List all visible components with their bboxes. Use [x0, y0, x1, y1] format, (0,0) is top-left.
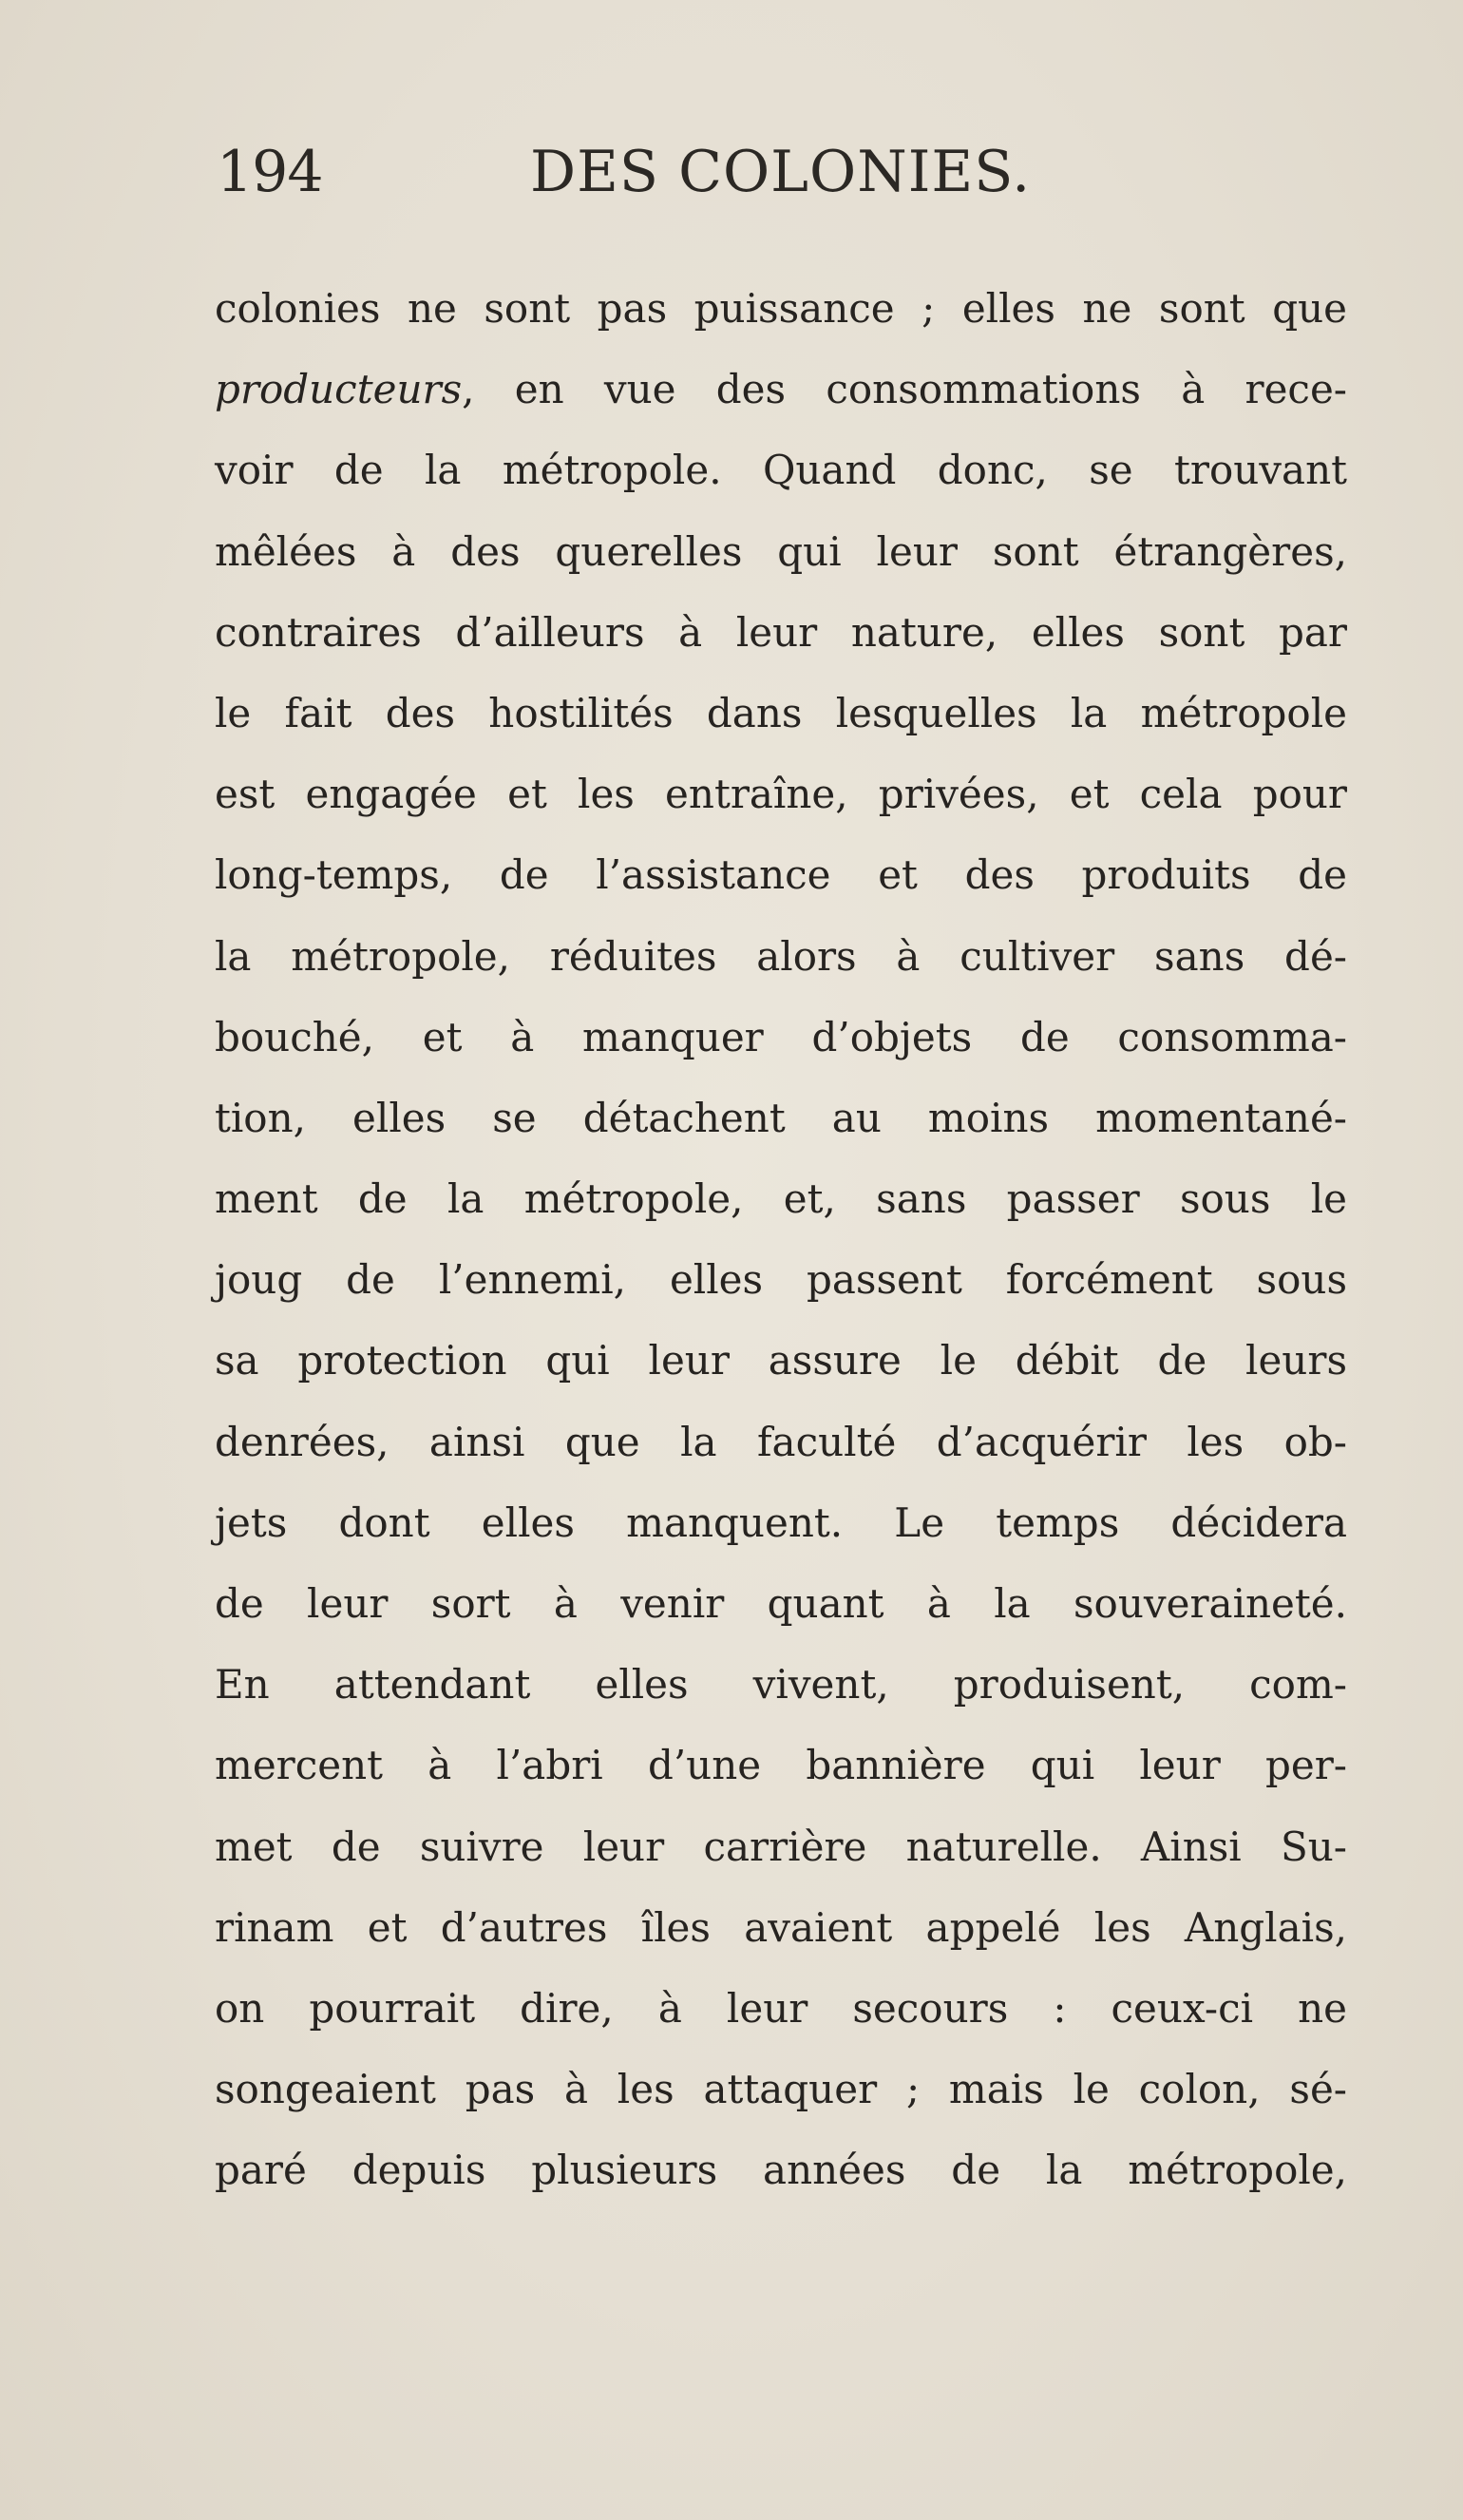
italic-term: producteurs	[215, 366, 463, 413]
text-line	[215, 754, 1347, 834]
line-text: bouché, et à manquer d’objets de consomma-	[215, 1013, 1347, 1060]
text-line	[215, 430, 1347, 510]
text-line	[215, 916, 1347, 997]
page-number: 194	[217, 139, 323, 205]
line-text: denrées, ainsi que la faculté d’acquérir les ob-	[215, 1418, 1347, 1465]
text-line	[215, 997, 1347, 1078]
line-text: le fait des hostilités dans lesquelles la métropole	[215, 689, 1347, 736]
text-line	[215, 1806, 1347, 1887]
text-line	[215, 1563, 1347, 1644]
line-text: met de suivre leur carrière naturelle. Ainsi Su-	[215, 1823, 1347, 1870]
line-text: est engagée et les entraîne, privées, et cela pour	[215, 771, 1347, 818]
text-line	[215, 1644, 1347, 1725]
text-line	[215, 592, 1347, 673]
text-line	[215, 2049, 1347, 2129]
line-text: colonies ne sont pas puissance ; elles ne sont que	[215, 285, 1347, 332]
text-line	[215, 1158, 1347, 1239]
line-text: long-temps, de l’assistance et des produits de	[215, 851, 1347, 899]
line-text: on pourrait dire, à leur secours : ceux-ci ne	[215, 1984, 1347, 2032]
text-line	[215, 834, 1347, 915]
line-text: sa protection qui leur assure le débit de leurs	[215, 1337, 1347, 1384]
line-text: En attendant elles vivent, produisent, com-	[215, 1661, 1347, 1709]
text-line	[215, 1078, 1347, 1158]
line-text: ment de la métropole, et, sans passer sous le	[215, 1175, 1347, 1223]
line-text: contraires d’ailleurs à leur nature, elles sont par	[215, 608, 1347, 656]
line-text: songeaient pas à les attaquer ; mais le colon, sé-	[215, 2066, 1347, 2113]
line-text: de leur sort à venir quant à la souveraineté.	[215, 1580, 1347, 1627]
line-text: , en vue des consommations à rece-	[462, 366, 1347, 413]
line-text: mercent à l’abri d’une bannière qui leur per-	[215, 1742, 1347, 1789]
line-text: rinam et d’autres îles avaient appelé les Anglais,	[215, 1903, 1347, 1951]
text-line	[215, 268, 1347, 349]
text-line	[215, 1968, 1347, 2049]
text-line	[215, 1887, 1347, 1968]
line-text: paré depuis plusieurs années de la métropole,	[215, 2147, 1347, 2194]
body-text	[215, 268, 1347, 2211]
page-header	[0, 129, 1463, 215]
text-line	[215, 1402, 1347, 1482]
text-line	[215, 1725, 1347, 1805]
line-text: la métropole, réduites alors à cultiver sans dé-	[215, 932, 1347, 980]
text-line	[215, 1239, 1347, 1320]
running-head: DES COLONIES.	[530, 139, 1032, 205]
text-line	[215, 349, 1347, 430]
text-line	[215, 1320, 1347, 1401]
text-line	[215, 673, 1347, 754]
text-line	[215, 511, 1347, 592]
text-line	[215, 1482, 1347, 1563]
line-text: voir de la métropole. Quand donc, se trouvant	[215, 447, 1347, 494]
line-text: mêlées à des querelles qui leur sont étrangères,	[215, 527, 1347, 575]
line-text: joug de l’ennemi, elles passent forcément sous	[215, 1256, 1347, 1304]
text-line	[215, 2129, 1347, 2210]
line-text: tion, elles se détachent au moins momentané-	[215, 1094, 1347, 1141]
line-text: jets dont elles manquent. Le temps décidera	[215, 1499, 1347, 1546]
